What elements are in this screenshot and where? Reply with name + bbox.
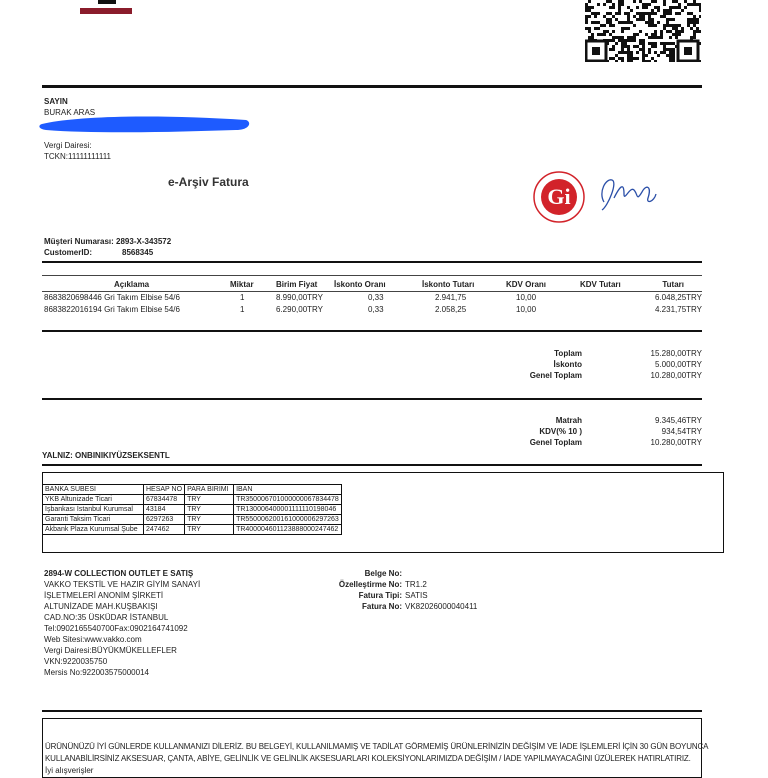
cell: TRY: [185, 495, 234, 505]
tax-label: Genel Toplam: [529, 438, 582, 447]
cell: 8683822016194 Gri Takım Elbise 54/6: [44, 305, 180, 314]
cell: 6.290,00TRY: [276, 305, 323, 314]
ozel-value: TR1.2: [405, 580, 427, 589]
tax-row: [480, 416, 702, 427]
tax-row: [480, 427, 702, 438]
tip-label: Fatura Tipi:: [358, 591, 402, 600]
cell: 1: [240, 305, 245, 314]
table-row: [43, 525, 342, 535]
total-label: İskonto: [553, 360, 582, 369]
tax-value: 9.345,46TRY: [655, 416, 702, 425]
cell: 6297263: [144, 515, 185, 525]
seller-info: [44, 568, 224, 678]
cell: TR130006400001111110198046: [234, 505, 342, 515]
company-logo: [80, 0, 132, 14]
notice-line: ÜRÜNÜNÜZÜ İYİ GÜNLERDE KULLANMANIZI DİLERİZ. BU BELGEYİ, KULLANILMAMIŞ VE TADİLAT GÖRMEMİŞ ÜRÜNLERİNİZİN DEĞİŞİM VE İADE İŞLEMLERİ İÇİN 30 GÜN BOYUNCA: [45, 742, 709, 751]
seller-web: Web Sitesi:www.vakko.com: [44, 635, 142, 644]
tax-value: 10.280,00TRY: [650, 438, 702, 447]
seller-vkn: VKN:9220035750: [44, 657, 108, 666]
signature: [594, 172, 660, 216]
cell: TR350006701000000067834478: [234, 495, 342, 505]
seller-mersis: Mersis No:922003575000014: [44, 668, 149, 677]
total-row: [480, 349, 702, 360]
cell: 4.231,75TRY: [655, 305, 702, 314]
cell: Akbank Plaza Kurumsal Şube: [43, 525, 144, 535]
col-birim: Birim Fiyat: [276, 280, 318, 289]
cell: 2.941,75: [435, 293, 467, 302]
belge-no-label: Belge No:: [364, 569, 402, 578]
rule: [42, 291, 702, 292]
cell: İşbankası İstanbul Kurumsal: [43, 505, 144, 515]
cell: 10,00: [516, 293, 537, 302]
customer-tckn: TCKN:11111111111: [44, 152, 112, 161]
tax-label: KDV(% 10 ): [539, 427, 582, 436]
customer-name: BURAK ARAS: [44, 108, 96, 117]
col-tutar: Tutarı: [662, 280, 684, 289]
cell: PARA BIRIMI: [185, 485, 234, 495]
redaction-scribble: [36, 112, 256, 136]
total-value: 15.280,00TRY: [650, 349, 702, 358]
rule: [42, 710, 702, 712]
cell: Garanti Taksim Ticari: [43, 515, 144, 525]
cell: TR400004601123888000247462: [234, 525, 342, 535]
cell: BANKA SUBESI: [43, 485, 144, 495]
notice-line: İyi alışverişler: [45, 766, 94, 775]
rule: [42, 330, 702, 332]
cell: 247462: [144, 525, 185, 535]
tip-value: SATIS: [405, 591, 428, 600]
tax-value: 934,54TRY: [661, 427, 702, 436]
cell: TRY: [185, 515, 234, 525]
total-row: [480, 371, 702, 382]
customer-number: Müşteri Numarası: 2893-X-343572: [44, 237, 172, 246]
cell: YKB Altunizade Ticari: [43, 495, 144, 505]
table-row: [43, 495, 342, 505]
rule: [42, 261, 702, 263]
table-row: [42, 305, 702, 316]
seller-address: ALTUNİZADE MAH.KUŞBAKIŞI: [44, 602, 158, 611]
customer-id-value: 8568345: [122, 248, 154, 257]
col-kdv-oran: KDV Oranı: [506, 280, 547, 289]
cell: IBAN: [234, 485, 342, 495]
cell: 8.990,00TRY: [276, 293, 323, 302]
rule: [42, 398, 702, 400]
cell: 6.048,25TRY: [655, 293, 702, 302]
items-header: [42, 280, 702, 291]
customer-id-label: CustomerID:: [44, 248, 93, 257]
table-row: [43, 515, 342, 525]
svg-text:Gi: Gi: [547, 184, 571, 209]
ozel-label: Özelleştirme No:: [338, 580, 402, 589]
seller-address: CAD.NO:35 ÜSKÜDAR İSTANBUL: [44, 613, 169, 622]
cell: 1: [240, 293, 245, 302]
col-isk-tutar: İskonto Tutarı: [422, 280, 475, 289]
customer-tax-office: Vergi Dairesi:: [44, 141, 92, 150]
seller-tax-office: Vergi Dairesi:BÜYÜKMÜKELLEFLER: [44, 646, 177, 655]
fatura-no-value: VK82026000040411: [405, 602, 478, 611]
col-isk-oran: İskonto Oranı: [334, 280, 386, 289]
cell: HESAP NO: [144, 485, 185, 495]
customer-heading: SAYIN: [44, 97, 68, 106]
rule: [42, 275, 702, 276]
total-value: 5.000,00TRY: [655, 360, 702, 369]
total-label: Genel Toplam: [529, 371, 582, 380]
cell: 2.058,25: [435, 305, 467, 314]
total-value: 10.280,00TRY: [650, 371, 702, 380]
col-kdv-tutar: KDV Tutarı: [580, 280, 621, 289]
cell: 10,00: [516, 305, 537, 314]
table-row: [43, 505, 342, 515]
rule: [42, 464, 702, 466]
seller-company: VAKKO TEKSTİL VE HAZIR GİYİM SANAYİ: [44, 580, 201, 589]
cell: TRY: [185, 525, 234, 535]
seller-phone: Tel:0902165540700Fax:0902164741092: [44, 624, 188, 633]
cell: TR550006200161000006297263: [234, 515, 342, 525]
col-miktar: Miktar: [230, 280, 254, 289]
total-row: [480, 360, 702, 371]
table-row: [42, 293, 702, 304]
fatura-no-label: Fatura No:: [362, 602, 402, 611]
tax-row: [480, 438, 702, 449]
cell: 67834478: [144, 495, 185, 505]
ministry-seal: [533, 171, 585, 223]
cell: TRY: [185, 505, 234, 515]
cell: 0,33: [368, 293, 384, 302]
cell: 43184: [144, 505, 185, 515]
seller-company: İŞLETMELERİ ANONİM ŞİRKETİ: [44, 591, 164, 600]
amount-in-words: YALNIZ: ONBINIKIYÜZSEKSENTL: [42, 451, 170, 460]
total-label: Toplam: [554, 349, 582, 358]
bank-table: [42, 484, 342, 535]
tax-label: Matrah: [555, 416, 582, 425]
cell: 8683820698446 Gri Takım Elbise 54/6: [44, 293, 180, 302]
return-policy-notice: [42, 718, 709, 778]
qr-code: [585, 0, 701, 62]
top-rule: [42, 85, 702, 88]
document-title: e-Arşiv Fatura: [168, 175, 249, 189]
bank-header-row: [43, 485, 342, 495]
seller-branch: 2894-W COLLECTION OUTLET E SATIŞ: [44, 569, 194, 578]
notice-line: KULLANABİLİRSİNİZ AKSESUAR, ÇANTA, ABİYE, GELİNLİK VE GELİNLİK AKSESUARLARI KOLEKSİYONLARIMIZDA DEĞİŞİM / İADE YAPILMAYACAĞINI ÜZÜLEREK HATIRLATIRIZ.: [45, 754, 691, 763]
cell: 0,33: [368, 305, 384, 314]
col-aciklama: Açıklama: [114, 280, 150, 289]
